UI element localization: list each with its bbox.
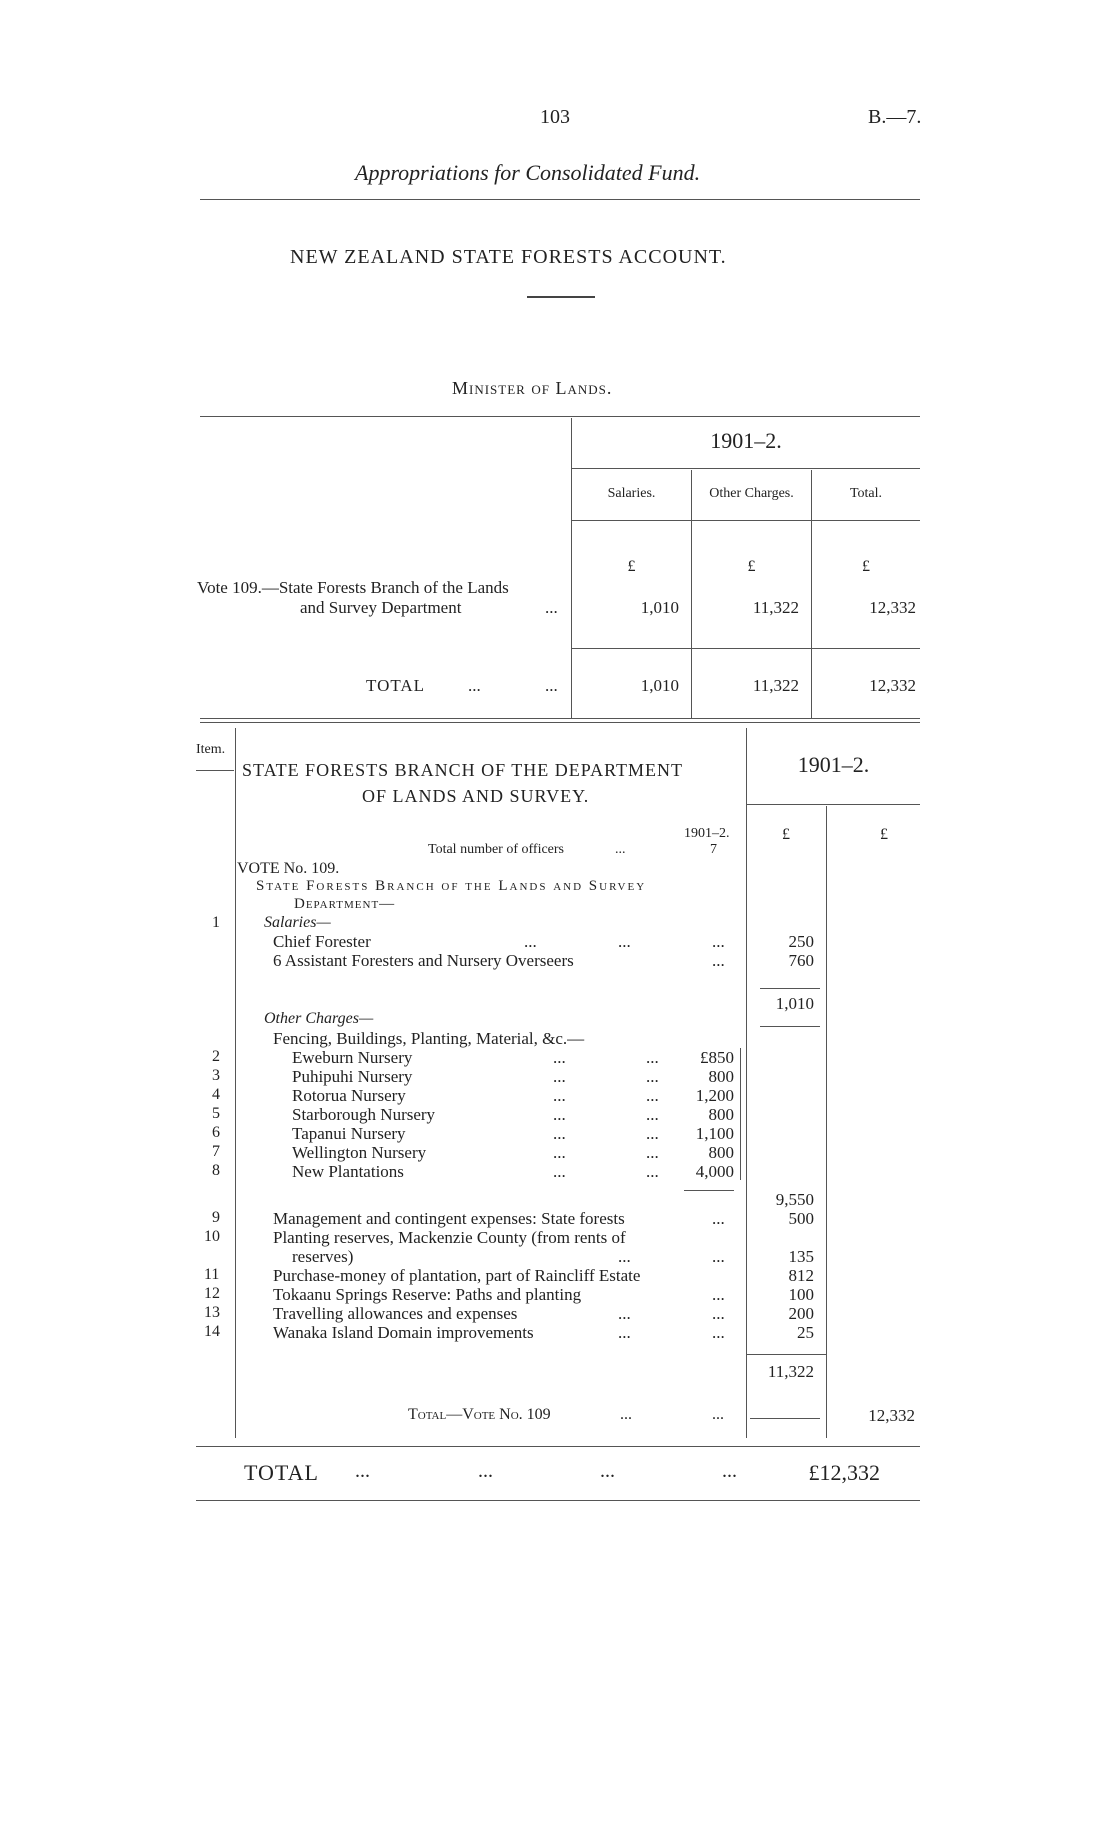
page-number: 103 xyxy=(540,106,570,128)
other-subtotal: 11,322 xyxy=(767,1362,814,1381)
other-item-10: 10 xyxy=(204,1228,220,1245)
nursery-dots-2a: ... xyxy=(553,1048,566,1067)
nursery-dots-4b: ... xyxy=(646,1086,659,1105)
vote-label-line2: and Survey Department xyxy=(300,598,462,617)
officers-label: Total number of officers xyxy=(428,842,564,857)
vote-total-dots-2: ... xyxy=(712,1406,724,1423)
other-label-10: Planting reserves, Mackenzie County (from rents of xyxy=(273,1228,626,1247)
nursery-amount-2: £850 xyxy=(700,1048,734,1067)
salaries-subtotal: 1,010 xyxy=(775,994,814,1013)
summary-total-other: 11,322 xyxy=(752,676,799,695)
nursery-dots-2b: ... xyxy=(646,1048,659,1067)
salary-dots-2: ... xyxy=(712,951,725,970)
salary-dots-1b: ... xyxy=(618,932,631,951)
vote-total: 12,332 xyxy=(869,598,916,617)
currency-salaries: £ xyxy=(627,558,636,575)
nursery-amount-7: 800 xyxy=(708,1143,734,1162)
nursery-item-5: 5 xyxy=(212,1105,220,1122)
nursery-item-7: 7 xyxy=(212,1143,220,1160)
other-charges-heading: Other Charges— xyxy=(264,1010,374,1027)
nursery-label-3: Puhipuhi Nursery xyxy=(292,1067,413,1086)
nursery-dots-8b: ... xyxy=(646,1162,659,1181)
nursery-dots-5b: ... xyxy=(646,1105,659,1124)
summary-bottom-rule-2 xyxy=(200,722,920,723)
vote-salaries: 1,010 xyxy=(640,598,679,617)
salary-dots-1a: ... xyxy=(524,932,537,951)
item-header-rule xyxy=(196,770,234,771)
document-title: NEW ZEALAND STATE FORESTS ACCOUNT. xyxy=(290,246,727,268)
other-label-12: Tokaanu Springs Reserve: Paths and planting xyxy=(273,1285,582,1304)
summary-year: 1901–2. xyxy=(710,428,782,453)
nursery-dots-8a: ... xyxy=(553,1162,566,1181)
salaries-subtotal-rule xyxy=(760,988,820,989)
other-item-12: 12 xyxy=(204,1285,220,1302)
summary-total-salaries: 1,010 xyxy=(640,676,679,695)
page-subtitle: Appropriations for Consolidated Fund. xyxy=(355,160,701,185)
vote-total-rule xyxy=(750,1418,820,1419)
other-amount-14: 25 xyxy=(797,1323,814,1342)
nursery-label-4: Rotorua Nursery xyxy=(292,1086,406,1105)
vote-total-dots-1: ... xyxy=(620,1406,632,1423)
grand-total-dots-4: ... xyxy=(722,1460,737,1482)
summary-total-dots-1: ... xyxy=(468,676,481,695)
nursery-dots-3b: ... xyxy=(646,1067,659,1086)
detail-currency-2: £ xyxy=(880,826,888,843)
grand-total-dots-3: ... xyxy=(600,1460,615,1482)
salary-item-number-1: 1 xyxy=(212,914,220,931)
grand-total-top-rule xyxy=(196,1446,920,1447)
detail-year-rule xyxy=(747,804,920,805)
nursery-label-8: New Plantations xyxy=(292,1162,404,1181)
nursery-item-2: 2 xyxy=(212,1048,220,1065)
other-item-11: 11 xyxy=(204,1266,220,1283)
vote-total-label: Total—Vote No. 109 xyxy=(408,1406,551,1423)
other-label-14: Wanaka Island Domain improvements xyxy=(273,1323,534,1342)
col-header-other-charges: Other Charges. xyxy=(709,486,794,501)
grand-total-bottom-rule xyxy=(196,1500,920,1501)
other-dots-9: ... xyxy=(712,1209,725,1228)
nursery-amount-4: 1,200 xyxy=(695,1086,734,1105)
vote-other-charges: 11,322 xyxy=(752,598,799,617)
nursery-amount-6: 1,100 xyxy=(695,1124,734,1143)
salary-amount-2: 760 xyxy=(788,951,814,970)
salaries-heading: Salaries— xyxy=(264,914,331,931)
summary-year-rule xyxy=(572,468,920,469)
nursery-dots-6b: ... xyxy=(646,1124,659,1143)
officers-dots: ... xyxy=(615,842,626,857)
currency-other: £ xyxy=(747,558,756,575)
summary-total-dots-2: ... xyxy=(545,676,558,695)
vote-label-line1: Vote 109.—State Forests Branch of the Lands xyxy=(197,578,509,597)
nursery-item-8: 8 xyxy=(212,1162,220,1179)
nursery-dots-5a: ... xyxy=(553,1105,566,1124)
other-amount-10: 135 xyxy=(788,1247,814,1266)
grand-total-label: TOTAL xyxy=(244,1460,319,1485)
other-dots-13b: ... xyxy=(712,1304,725,1323)
detail-heading-line2: OF LANDS AND SURVEY. xyxy=(362,786,590,806)
item-column-divider xyxy=(235,728,236,1438)
salaries-subtotal-rule-bottom xyxy=(760,1026,820,1027)
other-amount-9: 500 xyxy=(788,1209,814,1228)
detail-heading-line1: STATE FORESTS BRANCH OF THE DEPARTMENT xyxy=(242,760,684,780)
doc-reference: B.—7. xyxy=(868,106,922,128)
other-label-9: Management and contingent expenses: State forests xyxy=(273,1209,625,1228)
branch-line1: State Forests Branch of the Lands and Survey xyxy=(256,878,647,894)
other-item-9: 9 xyxy=(212,1209,220,1226)
other-subtotal-rule xyxy=(747,1354,826,1355)
other-label-10b: reserves) xyxy=(292,1247,354,1266)
nursery-dots-7a: ... xyxy=(553,1143,566,1162)
title-rule xyxy=(527,296,595,298)
nursery-label-6: Tapanui Nursery xyxy=(292,1124,406,1143)
vote-number: VOTE No. 109. xyxy=(237,860,340,877)
other-dots-10a: ... xyxy=(618,1247,631,1266)
other-dots-10b: ... xyxy=(712,1247,725,1266)
nursery-subtotal-rule xyxy=(684,1190,734,1191)
nursery-amount-8: 4,000 xyxy=(695,1162,734,1181)
col-header-salaries: Salaries. xyxy=(607,486,656,501)
minister-heading: Minister of Lands. xyxy=(452,378,613,398)
other-amount-13: 200 xyxy=(788,1304,814,1323)
other-dots-12: ... xyxy=(712,1285,725,1304)
grand-total-amount: £12,332 xyxy=(808,1460,880,1485)
officers-count: 7 xyxy=(710,842,717,857)
nursery-dots-6a: ... xyxy=(553,1124,566,1143)
total-row-top-rule xyxy=(572,648,920,649)
other-amount-11: 812 xyxy=(788,1266,814,1285)
fencing-heading: Fencing, Buildings, Planting, Material, &c.— xyxy=(273,1029,585,1048)
other-item-14: 14 xyxy=(204,1323,220,1340)
col-header-total: Total. xyxy=(849,486,883,501)
summary-total-label: TOTAL xyxy=(366,676,426,695)
salary-label-2: 6 Assistant Foresters and Nursery Overseers xyxy=(273,951,574,970)
detail-year: 1901–2. xyxy=(797,752,870,777)
other-label-11: Purchase-money of plantation, part of Raincliff Estate xyxy=(273,1266,641,1285)
nursery-dots-4a: ... xyxy=(553,1086,566,1105)
nursery-amount-5: 800 xyxy=(708,1105,734,1124)
other-dots-14b: ... xyxy=(712,1323,725,1342)
summary-total-total: 12,332 xyxy=(869,676,916,695)
other-label-13: Travelling allowances and expenses xyxy=(273,1304,518,1323)
detail-amount-divider xyxy=(826,806,827,1438)
summary-top-rule xyxy=(200,416,920,417)
currency-total: £ xyxy=(862,558,870,575)
nursery-label-2: Eweburn Nursery xyxy=(292,1048,413,1067)
officers-year: 1901–2. xyxy=(684,826,730,841)
nursery-dots-7b: ... xyxy=(646,1143,659,1162)
nursery-item-3: 3 xyxy=(212,1067,220,1084)
nursery-dots-3a: ... xyxy=(553,1067,566,1086)
nursery-amount-3: 800 xyxy=(708,1067,734,1086)
branch-line2: Department— xyxy=(294,896,396,912)
nursery-bracket xyxy=(740,1048,741,1180)
header-rule xyxy=(200,199,920,200)
other-item-13: 13 xyxy=(204,1304,220,1321)
vote-dots: ... xyxy=(545,598,558,617)
nursery-label-7: Wellington Nursery xyxy=(292,1143,427,1162)
other-dots-13a: ... xyxy=(618,1304,631,1323)
salary-dots-1c: ... xyxy=(712,932,725,951)
other-dots-14a: ... xyxy=(618,1323,631,1342)
salary-label-1: Chief Forester xyxy=(273,932,371,951)
nursery-subtotal: 9,550 xyxy=(775,1190,814,1209)
col-header-rule xyxy=(572,520,920,521)
grand-total-dots-2: ... xyxy=(478,1460,493,1482)
salary-amount-1: 250 xyxy=(788,932,814,951)
nursery-label-5: Starborough Nursery xyxy=(292,1105,436,1124)
other-amount-12: 100 xyxy=(788,1285,814,1304)
grand-total-dots-1: ... xyxy=(355,1460,370,1482)
nursery-item-6: 6 xyxy=(212,1124,220,1141)
detail-currency-1: £ xyxy=(782,826,790,843)
item-header: Item. xyxy=(196,742,226,757)
vote-total-amount: 12,332 xyxy=(868,1406,915,1425)
nursery-item-4: 4 xyxy=(212,1086,220,1103)
summary-bottom-rule xyxy=(200,718,920,719)
